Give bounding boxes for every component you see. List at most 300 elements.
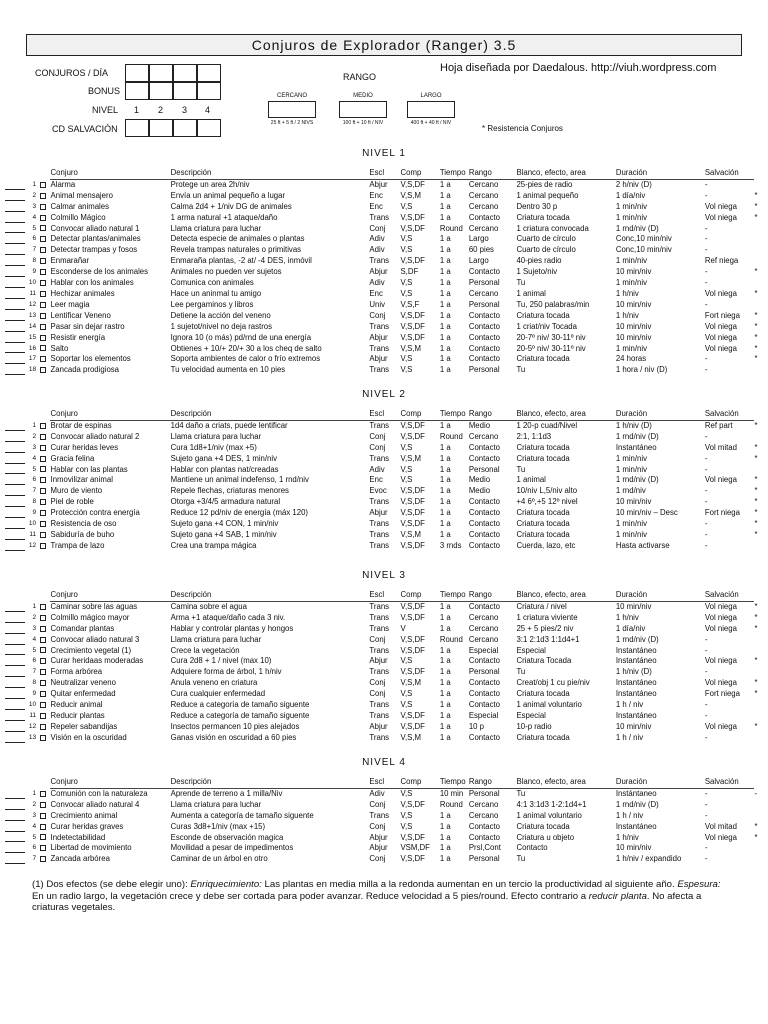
spell-target: Criatura u objeto [516,832,575,842]
spell-components: V,S,DF [400,179,425,189]
spell-target: Creat/obj 1 cu pie/niv [516,678,590,688]
spell-range: Cercano [468,612,499,622]
spell-checkbox[interactable] [40,615,46,621]
spell-checkbox[interactable] [40,280,46,286]
spell-school: Trans [369,420,390,430]
level-heading: NIVEL 3 [362,570,406,581]
column-header: Comp [399,777,438,788]
spell-number: 10 [28,520,37,528]
spell-number: 5 [32,833,37,841]
bonus-4-field[interactable] [197,82,221,100]
spell-row [4,311,764,322]
spell-checkbox[interactable] [40,834,46,840]
spell-row [4,486,764,497]
column-header: Descripción [170,590,369,601]
spell-duration: 1 min/niv [615,201,648,211]
spell-school: Trans [369,453,390,463]
spell-duration: Instántaneo [615,788,657,798]
spell-number: 11 [29,530,37,538]
prepared-count-field[interactable] [5,636,25,645]
spell-components: V,S,DF [400,601,425,611]
spell-range: Cercano [468,223,499,233]
column-header: Rango [468,590,516,601]
spell-checkbox[interactable] [40,499,46,505]
spell-casting-time: 1 a [439,310,451,320]
conjuros-dia-1-field[interactable] [125,64,149,82]
prepared-count-field[interactable] [5,181,25,190]
spell-school: Conj [369,634,386,644]
spell-components: V,S,DF [400,256,425,266]
spell-number: 13 [28,311,37,319]
spell-checkbox[interactable] [40,204,46,210]
spell-checkbox[interactable] [40,193,46,199]
spell-resistance-mark: * [754,519,758,529]
spell-target: 10/niv L,5/niv alto [516,486,578,496]
column-header: Comp [399,168,438,179]
prepared-count-field[interactable] [5,668,25,677]
prepared-count-field[interactable] [5,790,25,799]
spell-school: Abjur [369,508,388,518]
spell-checkbox[interactable] [40,735,46,741]
spell-resistance-mark: * [754,497,758,507]
spell-name: Calmar animales [50,201,110,211]
spell-resistance-mark [754,278,764,289]
spell-resistance-mark: * [754,201,758,211]
spell-checkbox[interactable] [40,367,46,373]
spell-checkbox[interactable] [40,345,46,351]
spell-checkbox[interactable] [40,845,46,851]
prepared-count-field[interactable] [5,192,25,201]
spell-checkbox[interactable] [40,543,46,549]
prepared-count-field[interactable] [5,444,25,453]
spell-school: Conj [369,431,386,441]
column-header: Salvación [704,168,754,179]
spell-number: 10 [28,279,37,287]
spell-range: Contacto [468,700,501,710]
prepared-count-field[interactable] [5,657,25,666]
spell-checkbox[interactable] [40,647,46,653]
spell-checkbox[interactable] [40,626,46,632]
spell-checkbox[interactable] [40,324,46,330]
spell-range: Personal [468,278,500,288]
prepared-count-field[interactable] [5,801,25,810]
bonus-1-field[interactable] [125,82,149,100]
spell-checkbox[interactable] [40,302,46,308]
spell-resistance-mark [754,854,764,865]
column-header: Conjuro [50,590,170,601]
prepared-count-field[interactable] [5,433,25,442]
spell-checkbox[interactable] [40,356,46,362]
prepared-count-field[interactable] [5,531,25,540]
spell-checkbox[interactable] [40,521,46,527]
spell-range: Medio [468,475,491,485]
spell-target: Cuarto de círculo [516,245,576,255]
spell-save: Vol niega [704,332,737,342]
spell-duration: 2 h/niv (D) [615,179,652,189]
prepared-count-field[interactable] [5,422,25,431]
spell-save: Fort niega [704,689,740,699]
spell-checkbox[interactable] [40,335,46,341]
spell-checkbox[interactable] [40,510,46,516]
prepared-count-field[interactable] [5,498,25,507]
spell-school: Abjur [369,332,388,342]
spell-target: Criatura tocada [516,732,570,742]
prepared-count-field[interactable] [5,465,25,474]
spell-duration: 10 min/niv [615,332,652,342]
spell-components: V,S,DF [400,540,425,550]
spell-resistance-mark: - [754,788,758,798]
spell-school: Conj [369,689,386,699]
spell-checkbox[interactable] [40,658,46,664]
bonus-3-field[interactable] [173,82,197,100]
spell-range: Contacto [468,732,501,742]
spell-save: - [704,497,708,507]
spell-school: Adiv [369,278,385,288]
spell-components: V,S [400,656,413,666]
spell-target: 1 animal [516,475,546,485]
prepared-count-field[interactable] [5,344,25,353]
spell-description: Hablar con plantas nat/creadas [170,464,279,474]
prepared-count-field[interactable] [5,542,25,551]
spell-components: V,S,DF [400,667,425,677]
prepared-count-field[interactable] [5,690,25,699]
spell-checkbox[interactable] [40,637,46,643]
spell-save: - [704,854,708,864]
spell-casting-time: 1 a [439,732,451,742]
prepared-count-field[interactable] [5,723,25,732]
spell-number: 4 [32,213,37,221]
spell-range: Cercano [468,810,499,820]
spell-row [4,224,764,235]
table-header [4,168,764,179]
spell-school: Adiv [369,234,385,244]
prepared-count-field[interactable] [5,279,25,288]
spell-checkbox[interactable] [40,791,46,797]
prepared-count-field[interactable] [5,844,25,853]
spell-casting-time: 1 a [439,212,451,222]
spell-school: Conj [369,310,386,320]
spell-save: Vol niega [704,832,737,842]
spell-description: Aprende de terreno a 1 milla/Niv [170,788,283,798]
spell-checkbox[interactable] [40,724,46,730]
spell-resistance-mark [754,800,764,811]
spell-number: 9 [32,509,37,517]
spell-save: - [704,431,708,441]
spell-school: Enc [369,190,383,200]
spell-name: Comandar plantas [50,623,115,633]
spell-components: V,S [400,689,413,699]
spell-name: Curar heridas leves [50,442,119,452]
spell-save: - [704,354,708,364]
prepared-count-field[interactable] [5,646,25,655]
spell-resistance-mark: * [754,190,758,200]
spell-description: Llama criatura para luchar [170,431,262,441]
footnote-part: En un radio largo, la vegetación crece y debe ser cortada para poder avanzar. Reduce velocidad a 5 pies/round. Efecto contrario a [32,890,589,902]
spell-checkbox[interactable] [40,456,46,462]
footnote-part: (1) Dos efectos (se debe elegir uno): [32,879,191,890]
spell-row [4,443,764,454]
prepared-count-field[interactable] [5,625,25,634]
spell-checkbox[interactable] [40,445,46,451]
spell-target: Contacto [516,843,548,853]
cd-3-field[interactable] [173,119,197,137]
spell-resistance-mark: * [754,310,758,320]
spell-resistance-mark [754,733,764,744]
spell-duration: 1 rnd/niv (D) [615,431,659,441]
spell-components: S,DF [400,267,419,277]
spell-target: 1 20-p cuad/Nivel [516,420,578,430]
spell-row [4,689,764,700]
prepared-count-field[interactable] [5,214,25,223]
spell-name: Crecimiento vegetal (1) [50,645,132,655]
spell-save: Fort niega [704,310,740,320]
spell-components: V,S,M [400,453,421,463]
spell-casting-time: 1 a [439,278,451,288]
prepared-count-field[interactable] [5,312,25,321]
spell-duration: Instantáneo [615,656,657,666]
spell-checkbox[interactable] [40,182,46,188]
prepared-count-field[interactable] [5,679,25,688]
spell-name: Forma arbórea [50,667,103,677]
spell-number: 12 [28,541,37,549]
prepared-count-field[interactable] [5,734,25,743]
spell-casting-time: 1 a [439,601,451,611]
spell-components: V,S,DF [400,710,425,720]
spell-row [4,700,764,711]
prepared-count-field[interactable] [5,366,25,375]
spell-name: Detectar plantas/animales [50,234,141,244]
spell-checkbox[interactable] [40,669,46,675]
spell-components: V,S,M [400,529,421,539]
spell-components: V,S,M [400,343,421,353]
spell-checkbox[interactable] [40,856,46,862]
spell-duration: 10 min/niv [615,843,652,853]
page-title: Conjuros de Explorador (Ranger) 3.5 [26,34,742,56]
spell-checkbox[interactable] [40,236,46,242]
spell-row [4,454,764,465]
spell-number: 3 [32,811,37,819]
spell-checkbox[interactable] [40,824,46,830]
spell-checkbox[interactable] [40,691,46,697]
prepared-count-field[interactable] [5,257,25,266]
largo-field[interactable] [407,101,455,118]
spell-target: Tu [516,667,526,677]
level-heading: NIVEL 2 [362,389,406,400]
column-header: Conjuro [50,409,170,420]
bonus-2-field[interactable] [149,82,173,100]
spell-checkbox[interactable] [40,466,46,472]
conjuros-dia-4-field[interactable] [197,64,221,82]
spell-checkbox[interactable] [40,477,46,483]
spell-resistance-mark [754,541,764,552]
spell-target: 2:1, 1:1d3 [516,431,552,441]
spell-checkbox[interactable] [40,225,46,231]
spell-checkbox[interactable] [40,215,46,221]
spell-school: Adiv [369,788,385,798]
spell-casting-time: 1 a [439,832,451,842]
spell-checkbox[interactable] [40,488,46,494]
spell-description: Esconde de observación magica [170,832,284,842]
spell-checkbox[interactable] [40,702,46,708]
largo-label: LARGO [420,93,442,99]
conjuros-dia-2-field[interactable] [149,64,173,82]
prepared-count-field[interactable] [5,224,25,233]
spell-duration: 1 min/niv [615,256,648,266]
spell-duration: 1 hora / niv (D) [615,365,668,375]
spell-checkbox[interactable] [40,434,46,440]
spell-components: V,S,M [400,190,421,200]
spell-resistance-mark [754,245,764,256]
spell-row [4,267,764,278]
spell-casting-time: 1 a [439,721,451,731]
spell-checkbox[interactable] [40,258,46,264]
spell-row [4,601,764,612]
spell-duration: 1 día/niv [615,623,646,633]
spell-checkbox[interactable] [40,713,46,719]
spell-school: Trans [369,667,390,677]
prepared-count-field[interactable] [5,823,25,832]
spell-duration: 10 min/niv [615,299,652,309]
spell-target: Criatura tocada [516,508,570,518]
spell-checkbox[interactable] [40,247,46,253]
spell-number: 8 [32,257,37,265]
spell-save: - [704,179,708,189]
spell-number: 3 [32,624,37,632]
spell-checkbox[interactable] [40,291,46,297]
prepared-count-field[interactable] [5,520,25,529]
spell-checkbox[interactable] [40,680,46,686]
prepared-count-field[interactable] [5,712,25,721]
spell-checkbox[interactable] [40,269,46,275]
prepared-count-field[interactable] [5,301,25,310]
spell-components: V,S,DF [400,634,425,644]
prepared-count-field[interactable] [5,334,25,343]
spell-target: 3:1 2:1d3 1:1d4+1 [516,634,580,644]
spell-save: - [704,667,708,677]
spell-number: 6 [32,657,37,665]
spell-target: Criatura Tocada [516,656,572,666]
spell-components: V,S,DF [400,519,425,529]
spell-school: Enc [369,288,383,298]
prepared-count-field[interactable] [5,812,25,821]
spell-description: Hablar y controlar plantas y hongos [170,623,294,633]
spell-name: Visión en la oscuridad [50,732,127,742]
spell-description: Mantiene un animal indefenso, 1 rnd/niv [170,475,309,485]
spell-checkbox[interactable] [40,813,46,819]
spell-checkbox[interactable] [40,604,46,610]
spell-number: 13 [28,733,37,741]
prepared-count-field[interactable] [5,355,25,364]
spell-components: V,S,DF [400,212,425,222]
spell-range: Contacto [468,832,501,842]
spell-school: Abjur [369,843,388,853]
prepared-count-field[interactable] [5,246,25,255]
spell-duration: 10 min/niv – Desc [615,508,678,518]
spell-description: Cura cualquier enfermedad [170,689,266,699]
spell-duration: 10 min/niv [615,721,652,731]
spell-save: Vol niega [704,212,737,222]
prepared-count-field[interactable] [5,323,25,332]
spell-components: V,S [400,245,413,255]
prepared-count-field[interactable] [5,701,25,710]
cd-2-field[interactable] [149,119,173,137]
spell-checkbox[interactable] [40,313,46,319]
spell-resistance-mark: * [754,623,758,633]
spell-range: Contacto [468,601,501,611]
spell-casting-time: 3 rnds [439,540,462,550]
spell-name: Esconderse de los animales [50,267,149,277]
spell-range: Contacto [468,442,501,452]
spell-checkbox[interactable] [40,532,46,538]
prepared-count-field[interactable] [5,290,25,299]
prepared-count-field[interactable] [5,268,25,277]
prepared-count-field[interactable] [5,603,25,612]
spell-resistance-mark: * [754,678,758,688]
table-header [4,590,764,601]
spell-save: Vol niega [704,623,737,633]
conjuros-dia-3-field[interactable] [173,64,197,82]
spell-duration: 1 min/niv [615,453,648,463]
spell-description: Sujeto gana +4 DES, 1 min/niv [170,453,278,463]
prepared-count-field[interactable] [5,487,25,496]
spell-number: 1 [32,789,37,797]
spell-save: - [704,710,708,720]
spell-row [4,843,764,854]
prepared-count-field[interactable] [5,203,25,212]
spell-range: Personal [468,299,500,309]
spell-range: 60 pies [468,245,494,255]
spell-duration: 1 h/niv [615,612,639,622]
column-header: Escl [368,590,399,601]
cd-4-field[interactable] [197,119,221,137]
spell-target: 1 animal voluntario [516,810,582,820]
spell-resistance-mark [754,646,764,657]
spell-school: Trans [369,343,390,353]
cercano-field[interactable] [268,101,316,118]
spell-checkbox[interactable] [40,423,46,429]
prepared-count-field[interactable] [5,855,25,864]
medio-field[interactable] [339,101,387,118]
prepared-count-field[interactable] [5,235,25,244]
spell-resistance-mark: * [754,656,758,666]
spell-components: V,S [400,288,413,298]
spell-duration: 1 h/niv [615,832,639,842]
spell-description: Llama criatura para luchar [170,634,262,644]
spell-save: - [704,634,708,644]
prepared-count-field[interactable] [5,833,25,842]
spell-name: Convocar aliado natural 1 [50,223,140,233]
spell-target: 20-7º niv/ 30-11º niv [516,332,586,342]
spell-checkbox[interactable] [40,802,46,808]
spell-components: V,S [400,442,413,452]
prepared-count-field[interactable] [5,614,25,623]
spell-components: V,S,DF [400,497,425,507]
spell-number: 5 [32,646,37,654]
column-header: Conjuro [50,168,170,179]
spell-number: 12 [28,300,37,308]
spell-number: 1 [32,602,37,610]
prepared-count-field[interactable] [5,455,25,464]
prepared-count-field[interactable] [5,476,25,485]
spell-school: Trans [369,540,390,550]
spell-save: - [704,540,708,550]
spell-resistance-mark: * [754,832,758,842]
spell-description: Soporta ambientes de calor o frío extremos [170,354,321,364]
column-header: Duración [615,409,704,420]
spell-school: Conj [369,223,386,233]
cd-1-field[interactable] [125,119,149,137]
prepared-count-field[interactable] [5,509,25,518]
